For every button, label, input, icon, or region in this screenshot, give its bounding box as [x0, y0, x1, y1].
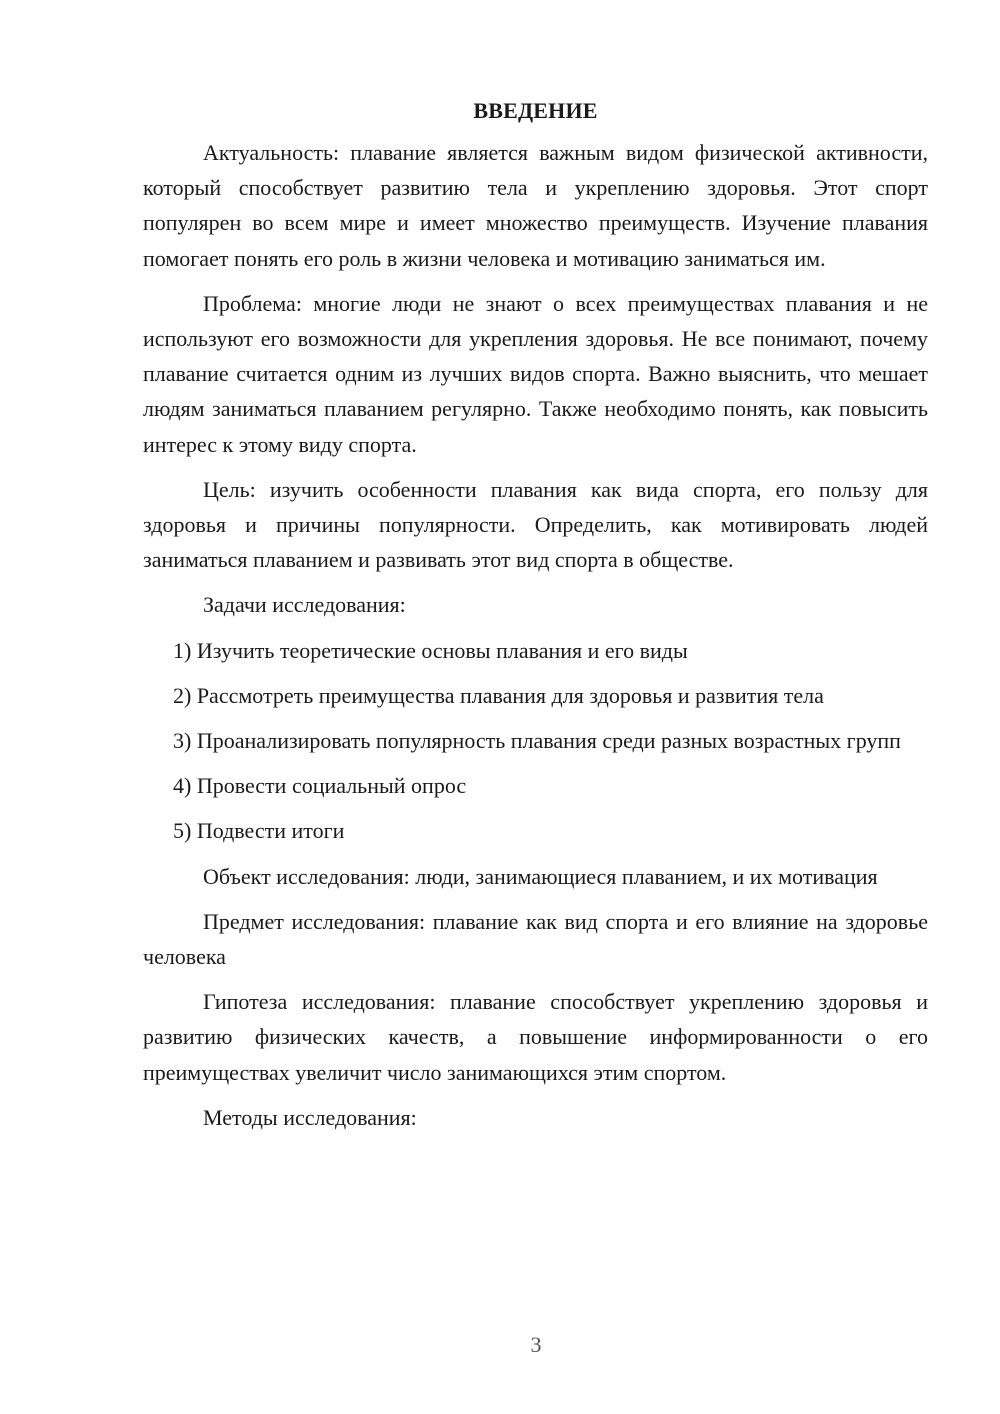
paragraph-methods: Методы исследования: — [203, 1104, 417, 1130]
paragraph-subject: Предмет исследования: плавание как вид спорта и его влияние на здоровье человека — [143, 908, 928, 970]
paragraph-object: Объект исследования: люди, занимающиеся плаванием, и их мотивация — [203, 863, 878, 889]
task-item-1: 1) Изучить теоретические основы плавания и его виды — [173, 637, 688, 663]
paragraph-goal: Цель: изучить особенности плавания как вида спорта, его пользу для здоровья и причины популярности. Определить, как мотивировать людей заниматься плаванием и развивать этот вид спорта в обществе. — [143, 476, 928, 573]
task-item-2: 2) Рассмотреть преимущества плавания для здоровья и развития тела — [173, 682, 824, 708]
paragraph-hypothesis: Гипотеза исследования: плавание способствует укреплению здоровья и развитию физических качеств, а повышение информированности о его преимуществах увеличит число занимающихся этим спортом. — [143, 989, 928, 1085]
task-item-5: 5) Подвести итоги — [173, 818, 345, 844]
paragraph-relevance: Актуальность: плавание является важным видом физической активности, который способствует развитию тела и укреплению здоровья. Этот спорт популярен во всем мире и имеет множество преимуществ. Изучение плавания помогает понять его роль в жизни человека и мотивацию заниматься им. — [143, 140, 928, 271]
paragraph-problem: Проблема: многие люди не знают о всех преимуществах плавания и не используют его возможности для укрепления здоровья. Не все понимают, почему плавание считается одним из лучших видов спорта. Важно выяснить, что мешает людям заниматься плаванием регулярно. Также необходимо понять, как повысить интерес к этому виду спорта. — [143, 290, 928, 457]
paragraph-tasks-heading: Задачи исследования: — [203, 592, 406, 618]
task-item-3: 3) Проанализировать популярность плавания среди разных возрастных групп — [173, 728, 901, 754]
page-number: 3 — [530, 1332, 542, 1357]
document-page — [143, 96, 928, 1145]
section-title: ВВЕДЕНИЕ — [473, 98, 598, 123]
task-item-4: 4) Провести социальный опрос — [173, 773, 467, 799]
